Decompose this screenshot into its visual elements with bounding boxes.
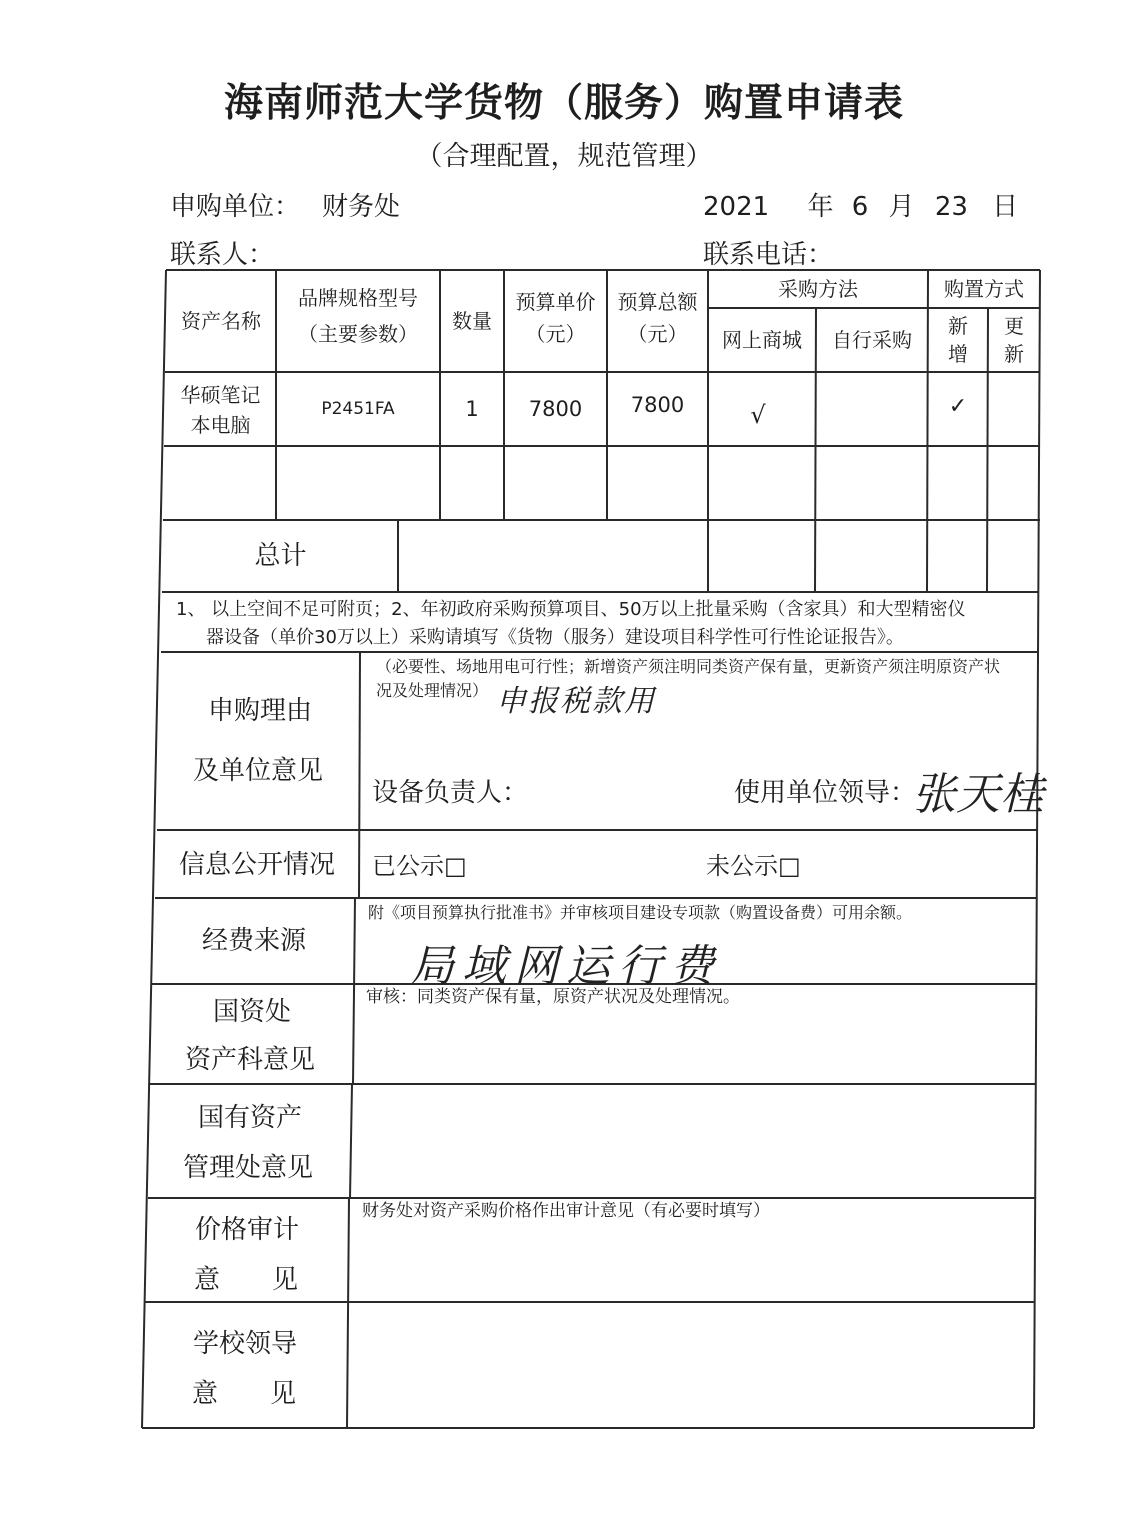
price-audit-hint: 财务处对资产采购价格作出审计意见（有必要时填写）	[362, 1201, 770, 1221]
date-day-label: 日	[992, 192, 1019, 222]
notes-line-1: 1、 以上空间不足可附页；2、年初政府采购预算项目、50万以上批量采购（含家具）和大型精密仪	[176, 599, 966, 620]
school-leader-label-1: 学校领导	[192, 1329, 297, 1359]
disclosure-label: 信息公开情况	[178, 850, 335, 880]
form-subtitle: （合理配置，规范管理）	[415, 141, 713, 172]
reason-label-1: 申购理由	[207, 696, 312, 726]
header-online-mall: 网上商城	[722, 328, 802, 352]
reason-hint-2: 况及处理情况）	[376, 681, 489, 700]
leader-label: 使用单位领导：	[734, 778, 917, 808]
header-self-purchase: 自行采购	[832, 328, 912, 352]
date-day: 23	[934, 192, 968, 222]
school-leader-label-2: 意 见	[191, 1379, 296, 1409]
header-renew-1: 更	[1004, 314, 1024, 338]
responsible-label: 设备负责人：	[372, 778, 529, 808]
total-label: 总计	[254, 541, 307, 571]
header-unit-price-line1: 预算单价	[515, 290, 596, 314]
leader-signature: 张天桂	[912, 769, 1044, 820]
funding-handwritten: 局域网运行费	[410, 941, 722, 992]
header-new-1: 新	[948, 314, 968, 338]
date-year: 2021	[703, 192, 770, 222]
row-new-check: ✓	[948, 394, 968, 419]
price-audit-label-1: 价格审计	[194, 1215, 299, 1245]
state-asset-label-1: 国有资产	[197, 1103, 302, 1133]
reason-label-2: 及单位意见	[192, 756, 323, 786]
row-asset-name-line2: 本电脑	[190, 413, 251, 437]
header-mode: 购置方式	[944, 277, 1024, 301]
date-month-label: 月	[888, 192, 915, 222]
phone-label: 联系电话：	[703, 240, 834, 270]
price-audit-label-2: 意 见	[193, 1265, 298, 1295]
asset-office-label-2: 资产科意见	[184, 1045, 315, 1075]
header-spec-line1: 品牌规格型号	[298, 286, 418, 310]
row-online-check: √	[750, 401, 766, 429]
funding-label: 经费来源	[201, 926, 306, 956]
asset-office-label-1: 国资处	[212, 997, 291, 1027]
disclosure-published: 已公示□	[372, 852, 467, 880]
header-unit-price-line2: （元）	[525, 322, 586, 346]
unit-label: 申购单位：	[170, 192, 301, 222]
form-title: 海南师范大学货物（服务）购置申请表	[223, 81, 904, 126]
header-spec-line2: （主要参数）	[298, 322, 418, 346]
row-spec: P2451FA	[321, 399, 395, 419]
header-renew-2: 新	[1004, 342, 1024, 366]
row-asset-name-line1: 华硕笔记	[180, 383, 261, 407]
asset-office-hint: 审核：同类资产保有量，原资产状况及处理情况。	[366, 987, 740, 1007]
unit-value: 财务处	[322, 192, 401, 222]
reason-handwritten: 申报税款用	[496, 684, 656, 719]
header-total-line1: 预算总额	[617, 290, 698, 314]
row-unit-price: 7800	[528, 397, 583, 421]
header-quantity: 数量	[452, 309, 492, 333]
contact-label: 联系人：	[170, 240, 275, 270]
state-asset-label-2: 管理处意见	[182, 1153, 313, 1183]
header-new-2: 增	[948, 342, 968, 366]
header-total-line2: （元）	[627, 322, 688, 346]
header-asset-name: 资产名称	[181, 309, 261, 333]
header-method: 采购方法	[778, 277, 858, 301]
row-total: 7800	[630, 393, 685, 417]
notes-line-2: 器设备（单价30万以上）采购请填写《货物（服务）建设项目科学性可行性论证报告》。	[206, 627, 904, 648]
date-year-label: 年	[807, 192, 834, 222]
disclosure-unpublished: 未公示□	[706, 852, 801, 880]
date-month: 6	[851, 192, 869, 222]
reason-hint-1: （必要性、场地用电可行性；新增资产须注明同类资产保有量，更新资产须注明原资产状	[376, 657, 1001, 676]
funding-hint: 附《项目预算执行批准书》并审核项目建设专项款（购置设备费）可用余额。	[368, 903, 913, 922]
row-quantity: 1	[465, 397, 479, 421]
